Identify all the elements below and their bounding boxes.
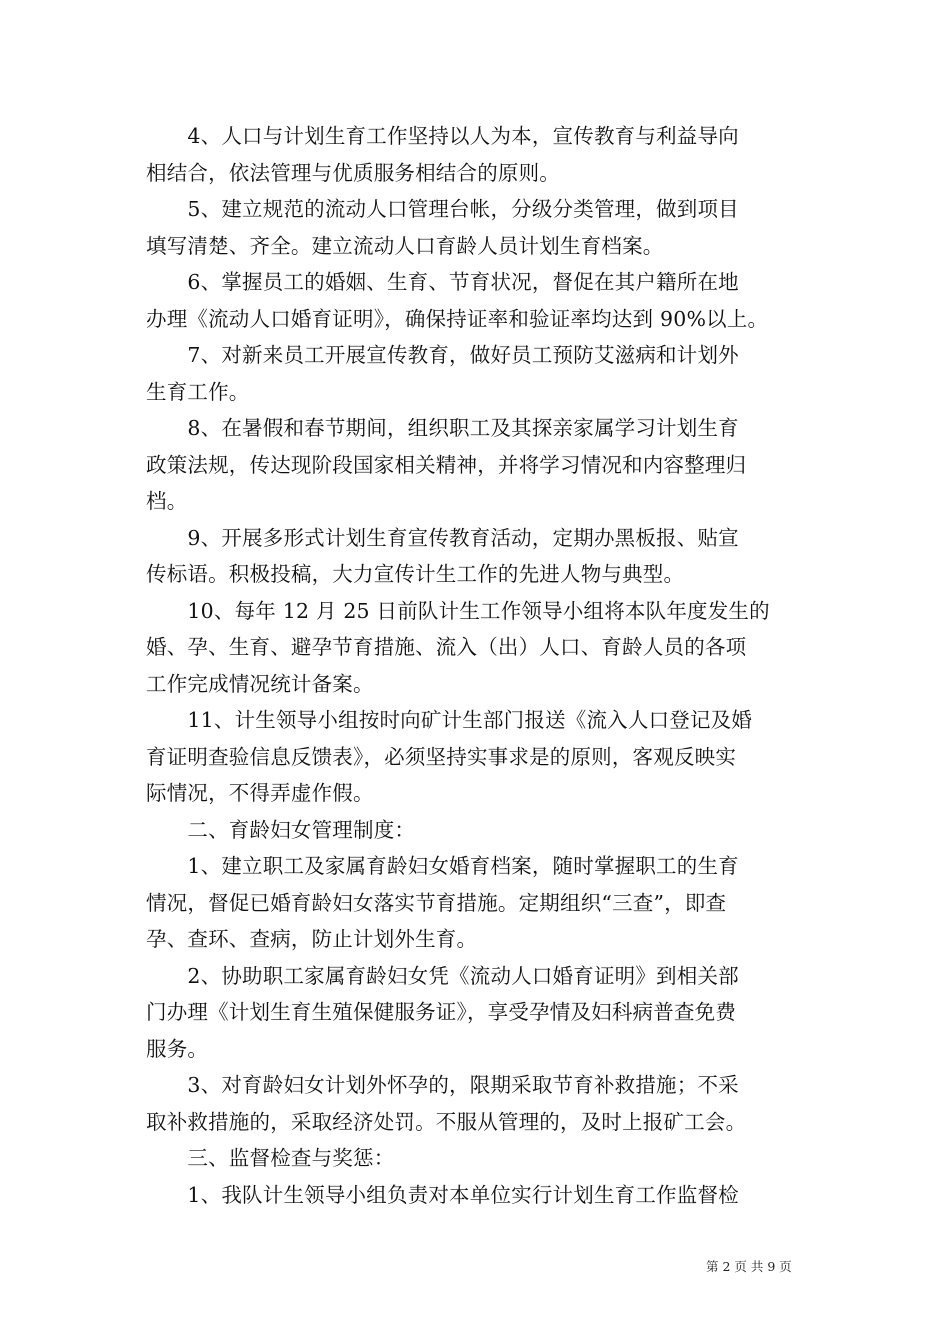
paragraph-line: 取补救措施的，采取经济处罚。不服从管理的，及时上报矿工会。: [146, 1109, 747, 1134]
paragraph: [146, 1140, 810, 1177]
paragraph-line: 办理《流动人口婚育证明》，确保持证率和验证率均达到 90%以上。: [146, 306, 769, 331]
paragraph-line: 二、育龄妇女管理制度：: [146, 817, 416, 842]
paragraph: [146, 264, 810, 337]
paragraph-line: 7、对新来员工开展宣传教育，做好员工预防艾滋病和计划外: [146, 343, 739, 367]
paragraph: [146, 191, 810, 264]
paragraph-line: 三、监督检查与奖惩：: [146, 1146, 395, 1170]
paragraph-line: 1、我队计生领导小组负责对本单位实行计划生育工作监督检: [146, 1182, 739, 1207]
paragraph-line: 2、协助职工家属育龄妇女凭《流动人口婚育证明》到相关部: [146, 963, 739, 988]
paragraph-line: 10、每年 12 月 25 日前队计生工作领导小组将本队年度发生的: [146, 598, 770, 623]
paragraph-line: 8、在暑假和春节期间，组织职工及其探亲家属学习计划生育: [146, 416, 739, 440]
paragraph-line: 1、建立职工及家属育龄妇女婚育档案，随时掌握职工的生育: [146, 854, 739, 878]
paragraph-line: 档。: [146, 489, 188, 513]
paragraph: [146, 593, 810, 703]
paragraph: [146, 1067, 810, 1140]
paragraph: [146, 702, 810, 812]
document-body: [146, 118, 810, 1213]
paragraph-line: 情况，督促已婚育龄妇女落实节育措施。定期组织“三查”，即查: [146, 890, 727, 915]
paragraph-line: 婚、孕、生育、避孕节育措施、流入（出）人口、育龄人员的各项: [146, 635, 747, 659]
paragraph-line: 填写清楚、齐全。建立流动人口育龄人员计划生育档案。: [146, 233, 664, 258]
paragraph: [146, 520, 810, 593]
paragraph-line: 政策法规，传达现阶段国家相关精神，并将学习情况和内容整理归: [146, 452, 747, 477]
paragraph: [146, 118, 810, 191]
page-number: 第 2 页 共 9 页: [706, 1259, 792, 1274]
paragraph-line: 际情况，不得弄虚作假。: [146, 781, 374, 805]
paragraph-line: 相结合，依法管理与优质服务相结合的原则。: [146, 160, 560, 185]
paragraph-line: 3、对育龄妇女计划外怀孕的，限期采取节育补救措施；不采: [146, 1073, 739, 1097]
paragraph-line: 育证明查验信息反馈表》，必须坚持实事求是的原则，客观反映实: [146, 744, 737, 769]
paragraph: [146, 958, 810, 1068]
paragraph: [146, 337, 810, 410]
paragraph-line: 孕、查环、查病，防止计划外生育。: [146, 927, 478, 951]
paragraph-line: 生育工作。: [146, 379, 250, 404]
paragraph: [146, 848, 810, 958]
paragraph-line: 服务。: [146, 1036, 209, 1061]
paragraph: [146, 410, 810, 520]
paragraph-line: 5、建立规范的流动人口管理台帐，分级分类管理，做到项目: [146, 197, 739, 221]
paragraph-line: 4、人口与计划生育工作坚持以人为本，宣传教育与利益导向: [146, 124, 739, 148]
paragraph-line: 门办理《计划生育生殖保健服务证》，享受孕情及妇科病普查免费: [146, 1000, 737, 1024]
paragraph: [146, 1177, 810, 1214]
paragraph-line: 6、掌握员工的婚姻、生育、节育状况，督促在其户籍所在地: [146, 270, 739, 294]
paragraph-line: 工作完成情况统计备案。: [146, 671, 374, 696]
paragraph-line: 9、开展多形式计划生育宣传教育活动，定期办黑板报、贴宣: [146, 525, 739, 550]
paragraph-line: 11、计生领导小组按时向矿计生部门报送《流入人口登记及婚: [146, 708, 753, 732]
paragraph-line: 传标语。积极投稿，大力宣传计生工作的先进人物与典型。: [146, 562, 685, 586]
paragraph: [146, 812, 810, 849]
